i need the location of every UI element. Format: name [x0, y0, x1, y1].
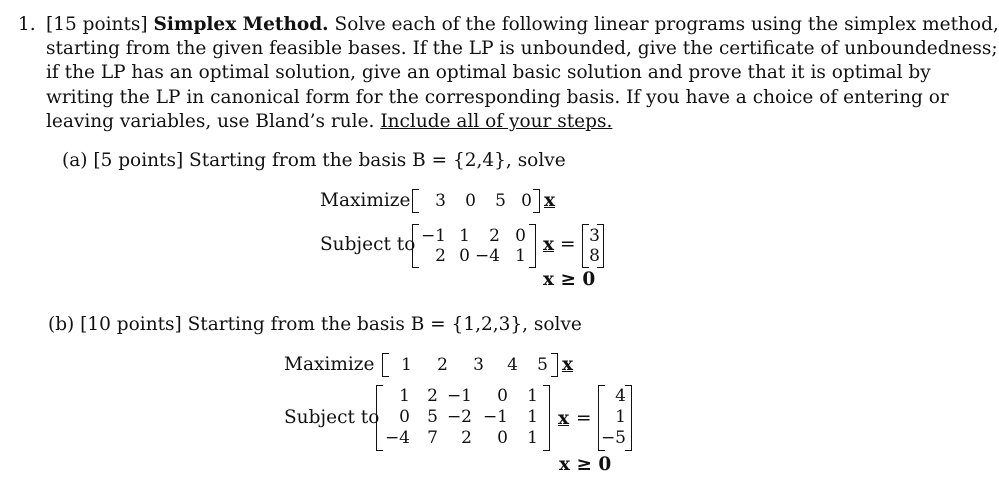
- problem-line-2: if the LP has an optimal solution, give an optimal basic solution and prove that it is optimal by: [46, 62, 931, 83]
- part-b-obj-4: 5: [537, 355, 548, 375]
- part-a-b-1: 8: [589, 246, 600, 266]
- part-a-a-1-3: 1: [515, 246, 526, 266]
- problem-title: Simplex Method.: [153, 14, 329, 35]
- part-b-a-0-3: 0: [497, 386, 508, 406]
- part-a-constraint-x: x: [543, 234, 555, 255]
- problem-emphasis: Include all of your steps.: [380, 111, 613, 132]
- part-b-a-1-1: 5: [427, 407, 438, 427]
- problem-line-0: Solve each of the following linear programs using the simplex method,: [334, 14, 999, 35]
- problem-header: [46, 14, 999, 36]
- part-a-obj-0: 3: [435, 191, 446, 211]
- part-b-heading: (b) [10 points] Starting from the basis B = {1,2,3}, solve: [48, 314, 582, 335]
- part-a-heading: (a) [5 points] Starting from the basis B = {2,4}, solve: [62, 150, 566, 171]
- part-b-obj-1: 2: [437, 355, 448, 375]
- part-b-a-0-2: −1: [446, 386, 472, 406]
- part-b-obj-3: 4: [507, 355, 518, 375]
- part-b-a-2-4: 1: [527, 428, 538, 448]
- part-b-subject-to-label: Subject to: [284, 407, 380, 428]
- part-b-a-1-4: 1: [527, 407, 538, 427]
- part-a-a-0-0: −1: [420, 226, 446, 246]
- part-b-obj-2: 3: [473, 355, 484, 375]
- part-a-subject-to-label: Subject to: [320, 234, 416, 255]
- part-a-obj-2: 5: [495, 191, 506, 211]
- part-a-a-1-2: −4: [474, 246, 500, 266]
- part-a-objective-vector: [412, 189, 540, 213]
- part-b-b-1: 1: [615, 407, 626, 427]
- part-a-a-0-2: 2: [489, 226, 500, 246]
- part-a-equals: =: [560, 234, 576, 255]
- part-a-b-0: 3: [589, 226, 600, 246]
- part-b-constraint-matrix: [376, 385, 550, 451]
- problem-number: 1.: [18, 14, 36, 35]
- part-b-a-0-1: 2: [427, 386, 438, 406]
- part-a-nonnegativity: x ≥ 0: [543, 269, 596, 290]
- part-b-objective-x: x: [562, 354, 574, 375]
- part-a-obj-1: 0: [465, 191, 476, 211]
- part-b-a-0-4: 1: [527, 386, 538, 406]
- part-b-maximize-label: Maximize: [284, 354, 375, 375]
- part-b-b-2: −5: [600, 428, 626, 448]
- part-b-a-0-0: 1: [399, 386, 410, 406]
- problem-line-1: starting from the given feasible bases. If the LP is unbounded, give the certificate of unboundedness;: [46, 38, 998, 59]
- part-b-a-1-0: 0: [399, 407, 410, 427]
- part-b-constraint-x: x: [558, 408, 570, 429]
- part-b-obj-0: 1: [401, 355, 412, 375]
- problem-line-4: leaving variables, use Bland’s rule.: [46, 111, 375, 132]
- part-a-rhs-vector: [582, 224, 604, 268]
- part-b-a-2-0: −4: [384, 428, 410, 448]
- part-b-nonnegativity: x ≥ 0: [559, 454, 612, 475]
- part-b-a-2-1: 7: [427, 428, 438, 448]
- part-b-b-0: 4: [615, 386, 626, 406]
- part-b-a-2-3: 0: [497, 428, 508, 448]
- part-b-equals: =: [576, 408, 592, 429]
- part-a-maximize-label: Maximize: [320, 190, 411, 211]
- part-a-constraint-matrix: [412, 224, 536, 268]
- part-b-a-1-2: −2: [446, 407, 472, 427]
- part-a-a-0-3: 0: [515, 226, 526, 246]
- part-a-a-1-1: 0: [459, 246, 470, 266]
- part-a-objective-x: x: [544, 190, 556, 211]
- problem-line-4-wrap: [46, 111, 612, 133]
- problem-line-3: writing the LP in canonical form for the corresponding basis. If you have a choice of entering or: [46, 87, 949, 108]
- part-b-objective-vector: [382, 353, 558, 377]
- part-a-a-0-1: 1: [459, 226, 470, 246]
- part-a-a-1-0: 2: [435, 246, 446, 266]
- part-b-a-1-3: −1: [482, 407, 508, 427]
- part-a-obj-3: 0: [521, 191, 532, 211]
- part-b-a-2-2: 2: [461, 428, 472, 448]
- problem-points: [15 points]: [46, 14, 148, 35]
- part-b-rhs-vector: [598, 385, 632, 451]
